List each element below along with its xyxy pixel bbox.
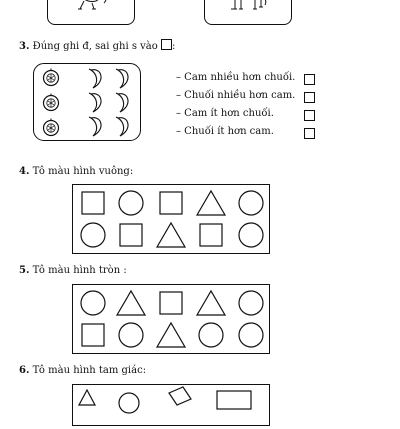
question-5-title (19, 265, 127, 276)
triangle-shape[interactable] (117, 291, 145, 315)
statement-text: – Chuối nhiều hơn cam. (176, 90, 296, 101)
square-shape[interactable] (160, 192, 182, 214)
circle-shape[interactable] (81, 223, 105, 247)
question-6-text: Tô màu hình tam giác: (32, 365, 147, 376)
question-3-title (19, 39, 175, 52)
statement-3 (176, 108, 274, 119)
statement-text: – Chuối ít hơn cam. (176, 126, 274, 137)
square-shape[interactable] (82, 192, 104, 214)
question-3-colon: : (171, 41, 176, 52)
animal-box-right (204, 0, 292, 25)
question-5-number: 5. (19, 265, 30, 276)
fruit-box (33, 63, 141, 141)
answer-checkbox-1[interactable] (304, 74, 315, 85)
circle-shape[interactable] (119, 191, 143, 215)
rotated-square-shape[interactable] (169, 387, 191, 405)
triangle-shape[interactable] (157, 223, 185, 247)
triangle-shape[interactable] (197, 191, 225, 215)
circle-shape[interactable] (239, 223, 263, 247)
q6-shape-box (72, 384, 270, 426)
banana-icon (89, 69, 101, 88)
answer-checkbox-3[interactable] (304, 110, 315, 121)
question-4-text: Tô màu hình vuông: (32, 166, 134, 177)
statement-1 (176, 72, 295, 83)
circle-shape[interactable] (199, 323, 223, 347)
circle-shape[interactable] (81, 291, 105, 315)
animal-box-left (47, 0, 135, 25)
square-shape[interactable] (160, 292, 182, 314)
q4-shapes (73, 185, 269, 253)
circle-shape[interactable] (119, 323, 143, 347)
triangle-shape[interactable] (79, 390, 95, 405)
square-shape[interactable] (82, 324, 104, 346)
question-4-number: 4. (19, 166, 30, 177)
banana-icon (116, 117, 128, 136)
rooster-illustration (48, 0, 134, 24)
question-3-number: 3. (19, 41, 30, 52)
answer-checkbox-2[interactable] (304, 92, 315, 103)
dog-illustration (205, 0, 291, 24)
question-5-text: Tô màu hình tròn : (32, 265, 127, 276)
question-4-title (19, 166, 133, 177)
circle-shape[interactable] (119, 393, 139, 413)
circle-shape[interactable] (239, 191, 263, 215)
banana-icon (89, 117, 101, 136)
banana-icon (116, 69, 128, 88)
q5-shape-box (72, 284, 270, 354)
triangle-shape[interactable] (157, 323, 185, 347)
answer-checkbox-4[interactable] (304, 128, 315, 139)
orange-icon (44, 94, 59, 111)
statement-2 (176, 90, 295, 101)
banana-icon (89, 93, 101, 112)
orange-icon (44, 119, 59, 136)
square-shape[interactable] (120, 224, 142, 246)
statement-4 (176, 126, 274, 137)
q4-shape-box (72, 184, 270, 254)
question-3-text: Đúng ghi đ, sai ghi s vào (32, 41, 158, 52)
question-6-number: 6. (19, 365, 30, 376)
rectangle-shape[interactable] (217, 391, 251, 409)
square-shape[interactable] (200, 224, 222, 246)
statement-text: – Cam nhiều hơn chuối. (176, 72, 296, 83)
question-6-title (19, 365, 146, 376)
answer-checkbox-legend (161, 39, 172, 50)
circle-shape[interactable] (239, 323, 263, 347)
triangle-shape[interactable] (197, 291, 225, 315)
q5-shapes (73, 285, 269, 353)
q6-shapes (73, 385, 269, 425)
circle-shape[interactable] (239, 291, 263, 315)
orange-icon (44, 69, 59, 86)
fruit-illustrations (34, 64, 140, 140)
banana-icon (116, 93, 128, 112)
statement-text: – Cam ít hơn chuối. (176, 108, 274, 119)
